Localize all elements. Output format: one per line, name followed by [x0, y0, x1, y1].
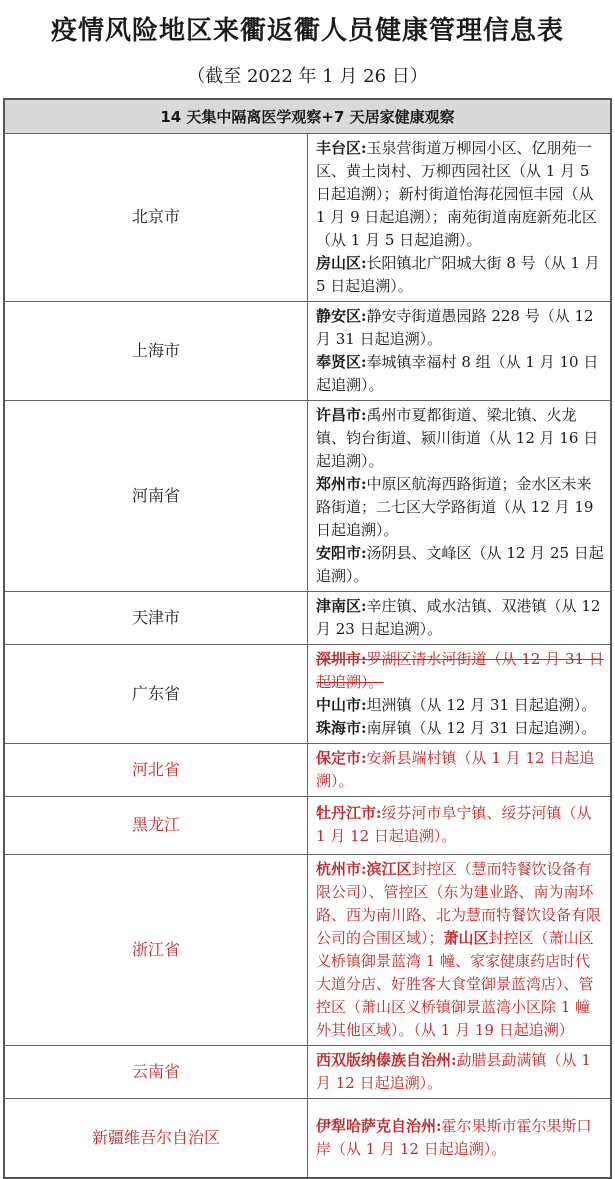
area-label: 郑州市: [316, 474, 367, 493]
page-title: 疫情风险地区来衢返衢人员健康管理信息表 [50, 16, 564, 46]
area-text: 静安寺街道愚园路 228 号（从 12 月 31 日起追溯）。 [316, 306, 594, 348]
table-row [4, 591, 611, 644]
area-text: 中原区航海西路街道；金水区未来路街道；二七区大学路街道（从 12 月 19 日起追溯）。 [316, 474, 594, 539]
table-row [4, 644, 611, 743]
province-cell: 云南省 [4, 1045, 308, 1098]
province-cell: 河南省 [4, 400, 308, 591]
area-text: 南屏镇（从 12 月 31 日起追溯）。 [366, 718, 597, 737]
content-cell [308, 301, 612, 400]
area-label: 丰台区: [316, 138, 367, 157]
area-label: 伊犁哈萨克自治州: [316, 1116, 442, 1135]
area-label: 西双版纳傣族自治州: [316, 1050, 457, 1069]
area-text: 长阳镇北广阳城大街 8 号（从 1 月 5 日起追溯）。 [316, 253, 600, 295]
content-cell [308, 644, 612, 743]
content-cell [308, 854, 612, 1045]
area-label: 安阳市: [316, 543, 367, 562]
table-row [4, 854, 611, 1045]
area-label: 房山区: [316, 253, 367, 272]
province-cell: 河北省 [4, 743, 308, 796]
area-text: 禹州市夏都街道、梁北镇、火龙镇、钧台街道、颍川街道（从 12 月 16 日起追溯）。 [316, 405, 599, 470]
province-cell: 广东省 [4, 644, 308, 743]
area-label: 杭州市: [316, 859, 367, 878]
area-text: 勐腊县勐满镇（从 1 月 12 日起追溯）。 [316, 1050, 591, 1092]
area-text: 奉城镇幸福村 8 组（从 1 月 10 日起追溯）。 [316, 352, 599, 394]
area-label: 牡丹江市: [316, 804, 382, 822]
area-text: 封控区（萧山区义桥镇御景蓝湾 1 幢、家家健康药店时代大道分店、好胜客大食堂御景蓝湾店）、管控区（萧山区义桥镇御景蓝湾小区除 1 幢外其他区域）。（从 1 月 19 日起追溯） [316, 928, 594, 1039]
province-cell: 上海市 [4, 301, 308, 400]
content-cell [308, 796, 612, 854]
risk-area-table [3, 98, 612, 1179]
area-text: 辛庄镇、咸水沽镇、双港镇（从 12 月 23 日起追溯）。 [316, 596, 601, 638]
table-row [4, 400, 611, 591]
content-cell [308, 1098, 612, 1178]
content-cell [308, 400, 612, 591]
table-row [4, 1098, 611, 1178]
table-header: 14 天集中隔离医学观察+7 天居家健康观察 [4, 99, 611, 133]
table-row [4, 1045, 611, 1098]
content-cell [308, 743, 612, 796]
province-cell: 黑龙江 [4, 796, 308, 854]
area-label: 许昌市: [316, 405, 367, 424]
content-cell [308, 1045, 612, 1098]
area-text: 玉泉营街道万柳园小区、亿朋苑一区、黄土岗村、万柳西园社区（从 1 月 5 日起追溯）；新村街道怡海花园恒丰园（从 1 月 9 日起追溯）；南苑街道南庭新苑北区（从 1 月 5 日起追溯）。 [316, 138, 597, 249]
area-text: 绥芬河市阜宁镇、绥芬河镇（从 1 月 12 日起追溯）。 [316, 804, 592, 845]
area-text: 安新县端村镇（从 1 月 12 日起追溯）。 [316, 748, 595, 790]
page-subtitle: （截至 2022 年 1 月 26 日） [187, 66, 428, 87]
area-label: 中山市: [316, 695, 367, 714]
content-cell [308, 591, 612, 644]
province-cell: 天津市 [4, 591, 308, 644]
area-text: 霍尔果斯市霍尔果斯口岸（从 1 月 12 日起追溯）。 [316, 1116, 592, 1158]
province-cell: 北京市 [4, 133, 308, 301]
area-text: 坦洲镇（从 12 月 31 日起追溯）。 [366, 695, 597, 714]
area-label: 奉贤区: [316, 352, 367, 371]
province-cell: 新疆维吾尔自治区 [4, 1098, 308, 1178]
area-text: 封控区（慧而特餐饮设备有限公司）、管控区（东为建业路、南为南环路、西为南川路、北为慧而特餐饮设备有限公司的合围区域）； [316, 859, 602, 947]
table-row [4, 743, 611, 796]
district-label: 萧山区 [443, 928, 489, 947]
table-row [4, 796, 611, 854]
district-label: 滨江区 [366, 859, 412, 878]
area-label: 津南区: [316, 596, 367, 615]
table-row [4, 301, 611, 400]
area-label: 静安区: [316, 306, 367, 325]
province-cell: 浙江省 [4, 854, 308, 1045]
area-text: 罗湖区清水河街道（从 12 月 31 日起追溯）。 [316, 649, 604, 691]
area-label: 深圳市: [316, 649, 367, 668]
area-label: 保定市: [316, 748, 367, 767]
content-cell [308, 133, 612, 301]
area-label: 珠海市: [316, 718, 367, 737]
table-row [4, 133, 611, 301]
area-text: 汤阴县、文峰区（从 12 月 25 日起追溯）。 [316, 543, 604, 585]
